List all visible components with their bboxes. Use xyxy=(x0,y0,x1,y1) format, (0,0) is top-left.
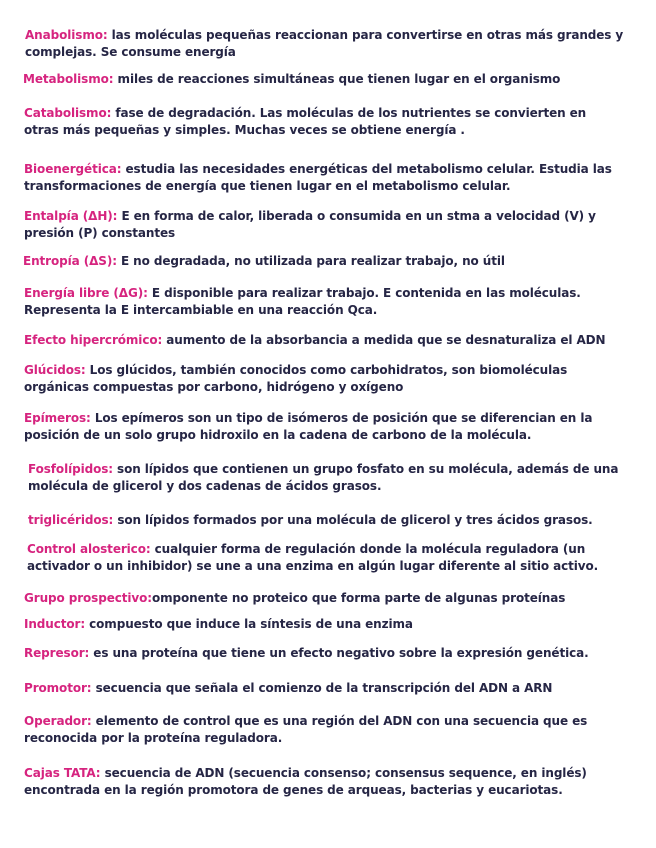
entry-efecto-hipercromico xyxy=(24,332,624,349)
entry-definition: secuencia de ADN (secuencia consenso; consensus sequence, en inglés) encontrada en la región promotora de genes de arqueas, bacterias y eucariotas. xyxy=(24,766,587,797)
entry-term: Control alosterico: xyxy=(27,542,151,556)
entry-definition: miles de reacciones simultáneas que tienen lugar en el organismo xyxy=(113,72,561,86)
entry-definition: compuesto que induce la síntesis de una enzima xyxy=(85,617,413,631)
entry-metabolismo xyxy=(23,71,623,88)
entry-bioenergetica xyxy=(24,161,624,195)
entry-definition: E no degradada, no utilizada para realizar trabajo, no útil xyxy=(116,254,505,268)
entry-fosfolipidos xyxy=(28,461,628,495)
entry-definition: estudia las necesidades energéticas del metabolismo celular. Estudia las transformaciones de energía que tienen lugar en el metabolismo celular. xyxy=(24,162,612,193)
entry-term: Epímeros: xyxy=(24,411,91,425)
entry-term: Bioenergética: xyxy=(24,162,122,176)
entry-entropia xyxy=(23,253,623,270)
entry-definition: es una proteína que tiene un efecto negativo sobre la expresión genética. xyxy=(89,646,589,660)
entry-definition: son lípidos que contienen un grupo fosfato en su molécula, además de una molécula de glicerol y dos cadenas de ácidos grasos. xyxy=(28,462,619,493)
entry-grupo-prospectivo xyxy=(24,590,624,607)
entry-term: Promotor: xyxy=(24,681,92,695)
entry-trigliceridos xyxy=(28,512,628,529)
entry-definition: fase de degradación. Las moléculas de los nutrientes se convierten en otras más pequeñas y simples. Muchas veces se obtiene energía . xyxy=(24,106,587,137)
entry-glucidos xyxy=(24,362,624,396)
entry-definition: secuencia que señala el comienzo de la transcripción del ADN a ARN xyxy=(91,681,553,695)
entry-definition: son lípidos formados por una molécula de glicerol y tres ácidos grasos. xyxy=(113,513,593,527)
entry-term: Metabolismo: xyxy=(23,72,114,86)
entry-term: Fosfolípidos: xyxy=(28,462,113,476)
entry-definition: aumento de la absorbancia a medida que se desnaturaliza el ADN xyxy=(162,333,606,347)
entry-term: Anabolismo: xyxy=(25,28,108,42)
entry-catabolismo xyxy=(24,105,624,139)
entry-promotor xyxy=(24,680,624,697)
entry-term: Operador: xyxy=(24,714,92,728)
entry-term: Grupo prospectivo: xyxy=(24,591,152,605)
entry-term: Cajas TATA: xyxy=(24,766,101,780)
entry-term: Efecto hipercrómico: xyxy=(24,333,163,347)
entry-term: Entalpía (ΔH): xyxy=(24,209,118,223)
entry-term: Inductor: xyxy=(24,617,86,631)
entry-energia-libre xyxy=(24,285,624,319)
entry-term: Glúcidos: xyxy=(24,363,86,377)
entry-operador xyxy=(24,713,624,747)
entry-definition: Los glúcidos, también conocidos como carbohidratos, son biomoléculas orgánicas compuestas por carbono, hidrógeno y oxígeno xyxy=(24,363,568,394)
entry-definition: omponente no proteico que forma parte de algunas proteínas xyxy=(151,591,566,605)
entry-definition: Los epímeros son un tipo de isómeros de posición que se diferencian en la posición de un solo grupo hidroxilo en la cadena de carbono de la molécula. xyxy=(24,411,593,442)
entry-cajas-tata xyxy=(24,765,624,799)
entry-term: triglicéridos: xyxy=(28,513,114,527)
entry-term: Energía libre (ΔG): xyxy=(24,286,148,300)
entry-epimeros xyxy=(24,410,624,444)
entry-represor xyxy=(24,645,624,662)
entry-definition: cualquier forma de regulación donde la molécula reguladora (un activador o un inhibidor) se une a una enzima en algún lugar diferente al sitio activo. xyxy=(27,542,599,573)
entry-definition: E disponible para realizar trabajo. E contenida en las moléculas. Representa la E intercambiable en una reacción Qca. xyxy=(24,286,581,317)
entry-control-alosterico xyxy=(27,541,627,575)
entry-term: Represor: xyxy=(24,646,90,660)
entry-definition: elemento de control que es una región del ADN con una secuencia que es reconocida por la proteína reguladora. xyxy=(24,714,588,745)
entry-anabolismo xyxy=(25,27,625,61)
entry-definition: las moléculas pequeñas reaccionan para convertirse en otras más grandes y complejas. Se consume energía xyxy=(25,28,624,59)
entry-term: Catabolismo: xyxy=(24,106,112,120)
entry-term: Entropía (ΔS): xyxy=(23,254,117,268)
entry-definition: E en forma de calor, liberada o consumida en un stma a velocidad (V) y presión (P) constantes xyxy=(24,209,596,240)
entry-inductor xyxy=(24,616,624,633)
entry-entalpia xyxy=(24,208,624,242)
